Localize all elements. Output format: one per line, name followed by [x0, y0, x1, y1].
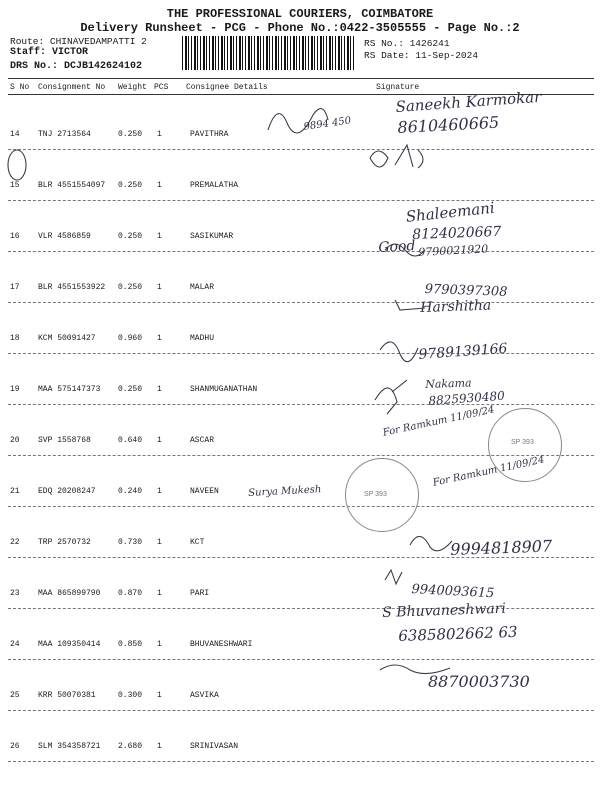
row14-signature-phone: 8610460665 — [397, 112, 500, 137]
row-separator — [8, 404, 594, 405]
cell-consignee: PAVITHRA — [190, 130, 229, 139]
cell-weight: 0.250 — [118, 232, 143, 241]
cell-consignment: MAA 865899790 — [38, 589, 101, 598]
row18-signature-name: Harshitha — [420, 297, 492, 316]
route-label: Route: CHINAVEDAMPATTI 2 — [10, 36, 147, 47]
cell-sno: 25 — [10, 691, 20, 700]
cell-pcs: 1 — [157, 232, 162, 241]
cell-sno: 18 — [10, 334, 20, 343]
stamp-2 — [345, 458, 419, 532]
cell-weight: 0.240 — [118, 487, 143, 496]
cell-weight: 0.870 — [118, 589, 143, 598]
cell-sno: 21 — [10, 487, 20, 496]
rs-number: RS No.: 1426241 — [364, 38, 450, 49]
cell-pcs: 1 — [157, 691, 162, 700]
cell-sno: 19 — [10, 385, 20, 394]
row19-sign-scribble — [380, 342, 418, 362]
cell-pcs: 1 — [157, 436, 162, 445]
cell-pcs: 1 — [157, 181, 162, 190]
cell-consignment: VLR 4586859 — [38, 232, 91, 241]
drs-number: DRS No.: DCJB142624102 — [10, 61, 143, 72]
row24-signature-phone: 9940093615 — [411, 582, 495, 602]
row-separator — [8, 761, 594, 762]
stamp-1-text: SP 393 — [511, 439, 534, 446]
cell-weight: 0.300 — [118, 691, 143, 700]
col-pcs: PCS — [154, 83, 169, 92]
cell-weight: 0.250 — [118, 130, 143, 139]
row20-signature-name: Nakama — [425, 376, 472, 391]
cell-weight: 0.250 — [118, 181, 143, 190]
row24-sign-scribble — [385, 570, 402, 584]
row22-note-name: Surya Mukesh — [248, 484, 322, 499]
cell-sno: 17 — [10, 283, 20, 292]
row20-sign-scribble — [375, 380, 407, 414]
cell-pcs: 1 — [157, 334, 162, 343]
cell-consignee: SASIKUMAR — [190, 232, 234, 241]
cell-consignment: EDQ 20208247 — [38, 487, 96, 496]
cell-consignee: PREMALATHA — [190, 181, 239, 190]
cell-consignee: MADHU — [190, 334, 215, 343]
col-consignment: Consignment No — [38, 83, 106, 92]
cell-pcs: 1 — [157, 385, 162, 394]
cell-weight: 0.640 — [118, 436, 143, 445]
staff-label: Staff: VICTOR — [10, 47, 89, 58]
cell-consignment: MAA 109350414 — [38, 640, 101, 649]
cell-consignee: SRINIVASAN — [190, 742, 239, 751]
cell-consignee: MALAR — [190, 283, 215, 292]
cell-pcs: 1 — [157, 640, 162, 649]
header-top-rule — [8, 78, 594, 79]
row-separator — [8, 200, 594, 201]
cell-pcs: 1 — [157, 538, 162, 547]
row15-circle-mark — [8, 150, 26, 180]
col-sno: S No — [10, 83, 30, 92]
cell-sno: 24 — [10, 640, 20, 649]
cell-consignee: SHANMUGANATHAN — [190, 385, 258, 394]
row14-note: 9894 450 — [303, 115, 352, 133]
row23-sign-scribble — [410, 536, 452, 550]
row25-signature-name: S Bhuvaneshwari — [382, 600, 507, 621]
cell-pcs: 1 — [157, 742, 162, 751]
cell-weight: 0.250 — [118, 385, 143, 394]
cell-consignee: ASVIKA — [190, 691, 219, 700]
cell-consignment: KCM 50091427 — [38, 334, 96, 343]
row-separator — [8, 557, 594, 558]
cell-consignee: ASCAR — [190, 436, 215, 445]
row-separator — [8, 659, 594, 660]
cell-sno: 20 — [10, 436, 20, 445]
row17-signature-name: Good — [378, 238, 416, 256]
stamp-2-text: SP 393 — [364, 491, 387, 498]
row20-signature-phone: 8825930480 — [428, 388, 506, 408]
cell-pcs: 1 — [157, 589, 162, 598]
row26-signature-phone: 8870003730 — [428, 672, 530, 691]
row-separator — [8, 710, 594, 711]
company-title: THE PROFESSIONAL COURIERS, COIMBATORE — [166, 7, 434, 21]
col-weight: Weight — [118, 83, 147, 92]
cell-weight: 0.960 — [118, 334, 143, 343]
cell-weight: 0.250 — [118, 283, 143, 292]
row-separator — [8, 149, 594, 150]
row-separator — [8, 506, 594, 507]
cell-pcs: 1 — [157, 487, 162, 496]
cell-weight: 0.730 — [118, 538, 143, 547]
barcode — [182, 36, 354, 70]
cell-consignment: SLM 354358721 — [38, 742, 101, 751]
cell-consignment: KRR 50070381 — [38, 691, 96, 700]
row-separator — [8, 251, 594, 252]
cell-consignment: BLR 4551553922 — [38, 283, 106, 292]
row14-signature-name: Saneekh Karmokar — [395, 87, 542, 116]
cell-consignment: TRP 2570732 — [38, 538, 91, 547]
col-consignee: Consignee Details — [186, 83, 268, 92]
row16-signature-phone: 8124020667 — [412, 223, 502, 243]
cell-pcs: 1 — [157, 283, 162, 292]
rs-date: RS Date: 11-Sep-2024 — [364, 50, 479, 61]
cell-sno: 26 — [10, 742, 20, 751]
cell-consignment: BLR 4551554097 — [38, 181, 106, 190]
row19-signature-phone: 9789139166 — [418, 340, 508, 363]
cell-pcs: 1 — [157, 130, 162, 139]
row17-signature-phone: 9790021920 — [418, 242, 489, 259]
cell-consignee: BHUVANESHWARI — [190, 640, 253, 649]
cell-weight: 2.680 — [118, 742, 143, 751]
row16-signature-name: Shaleemani — [405, 198, 496, 226]
col-signature: Signature — [376, 83, 420, 92]
cell-consignee: NAVEEN — [190, 487, 219, 496]
cell-weight: 0.850 — [118, 640, 143, 649]
row-separator — [8, 608, 594, 609]
cell-consignee: KCT — [190, 538, 205, 547]
row21-note: For Ramkum 11/09/24 — [382, 404, 496, 439]
cell-sno: 16 — [10, 232, 20, 241]
row-separator — [8, 302, 594, 303]
cell-consignee: PARI — [190, 589, 210, 598]
row22-note: For Ramkum 11/09/24 — [432, 454, 546, 489]
cell-sno: 23 — [10, 589, 20, 598]
cell-consignment: MAA 575147373 — [38, 385, 101, 394]
cell-consignment: TNJ 2713564 — [38, 130, 91, 139]
cell-sno: 22 — [10, 538, 20, 547]
row23-signature-phone: 9994818907 — [450, 536, 553, 559]
cell-sno: 14 — [10, 130, 20, 139]
cell-sno: 15 — [10, 181, 20, 190]
runsheet-subtitle: Delivery Runsheet - PCG - Phone No.:0422-3505555 - Page No.:2 — [80, 21, 520, 35]
cell-consignment: SVP 1558768 — [38, 436, 91, 445]
row25-signature-phone: 6385802662 63 — [398, 622, 518, 645]
row18-signature-phone: 9790397308 — [424, 282, 508, 300]
